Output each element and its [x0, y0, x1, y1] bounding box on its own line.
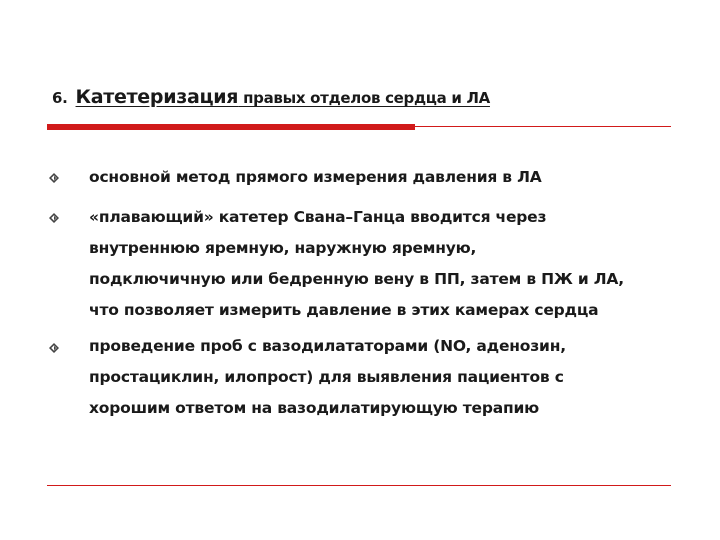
bullet-item-2-line-3: подключичную или бедренную вену в ПП, затем в ПЖ и ЛА,: [89, 270, 624, 288]
bullet-item-1: [89, 162, 689, 193]
bullet-item-1-line-1: основной метод прямого измерения давления в ЛА: [89, 168, 542, 186]
bullet-item-3-line-1: проведение проб с вазодилататорами (NO, аденозин,: [89, 337, 566, 355]
bullet-item-2-line-2: внутреннюю яремную, наружную яремную,: [89, 239, 477, 257]
diamond-bullet-icon: [49, 343, 59, 353]
diamond-bullet-icon: [49, 173, 59, 183]
title-underline-thick-rule: [47, 124, 415, 130]
slide-title-main: Катетеризация: [75, 86, 239, 108]
footer-divider-rule: [47, 485, 671, 486]
title-underline-thin-rule: [415, 126, 671, 127]
bullet-item-2-line-4: что позволяет измерить давление в этих камерах сердца: [89, 301, 599, 319]
bullet-item-3-line-3: хорошим ответом на вазодилатирующую терапию: [89, 399, 540, 417]
slide-title: [52, 86, 490, 108]
bullet-item-2-line-1: «плавающий» катетер Свана–Ганца вводится через: [89, 208, 547, 226]
diamond-bullet-icon: [49, 213, 59, 223]
bullet-item-3-line-2: простациклин, илопрост) для выявления пациентов с: [89, 368, 564, 386]
bullet-item-3: [89, 331, 689, 424]
slide-title-number: 6.: [52, 89, 68, 107]
bullet-item-2: [89, 202, 689, 326]
slide-title-rest: правых отделов сердца и ЛА: [238, 89, 490, 107]
